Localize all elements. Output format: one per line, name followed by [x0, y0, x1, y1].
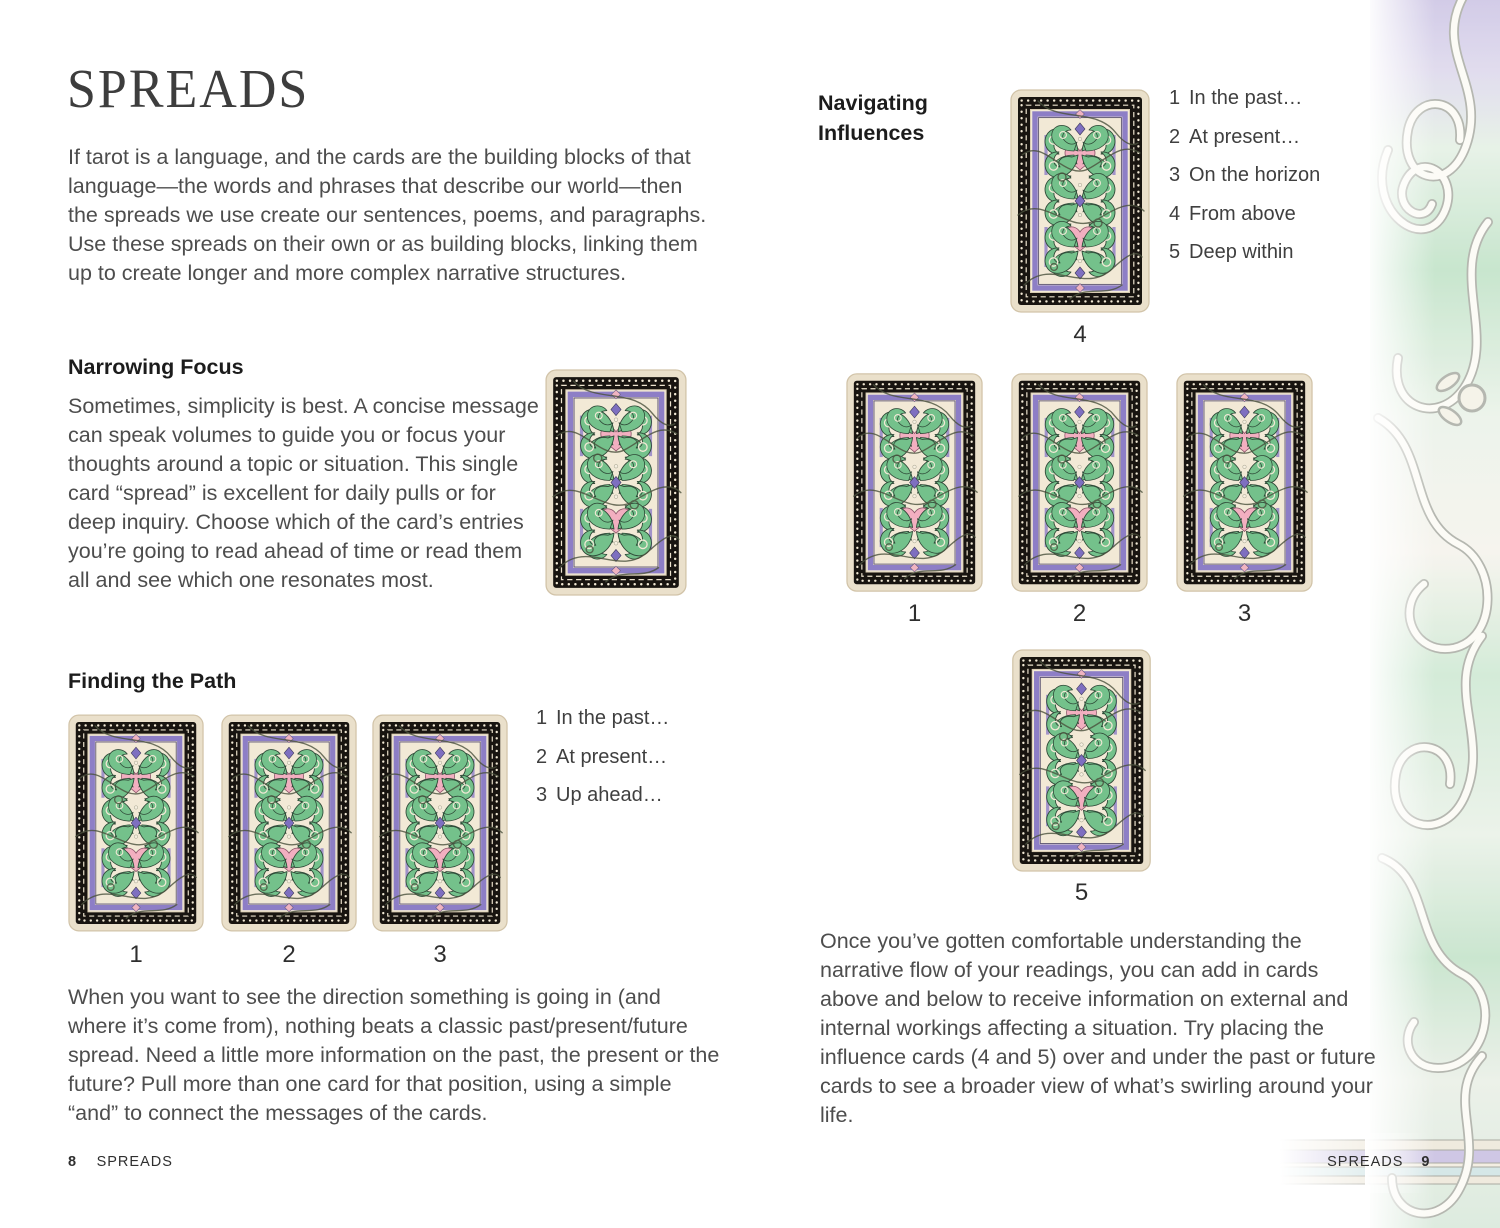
card-position-label: 1 — [907, 600, 922, 627]
card-position-label: 5 — [1074, 879, 1089, 906]
list-item-text: In the past… — [556, 707, 670, 729]
list-item — [536, 708, 669, 729]
page-number: 8 — [68, 1154, 77, 1170]
list-item-number: 4 — [1169, 202, 1181, 225]
tarot-card-back-position-1 — [846, 372, 983, 626]
section-heading-narrowing-focus: Narrowing Focus — [68, 355, 244, 379]
tarot-card-back-single — [545, 369, 687, 596]
list-item-text: At present… — [1189, 125, 1301, 148]
list-item-number: 5 — [1169, 241, 1181, 263]
list-item — [536, 747, 669, 768]
navigating-influences-position-list — [1169, 88, 1320, 281]
list-item — [1169, 204, 1320, 225]
section-heading-finding-the-path: Finding the Path — [68, 669, 237, 693]
chapter-title: SPREADS — [67, 59, 310, 120]
finding-the-path-position-list — [536, 708, 669, 824]
list-item — [536, 785, 669, 806]
card-position-label: 3 — [1237, 600, 1252, 627]
page-footer-right — [1327, 1154, 1430, 1170]
page-number: 9 — [1421, 1154, 1430, 1170]
list-item-text: Up ahead… — [556, 784, 663, 806]
list-item — [1169, 242, 1320, 263]
list-item-number: 1 — [536, 707, 548, 729]
list-item-number: 3 — [1169, 164, 1181, 186]
navigating-influences-paragraph: Once you’ve gotten comfortable understanding the narrative flow of your readings, you can add in cards above and below to receive information on external and internal workings affecting a situation. Try placing the influence cards (4 and 5) over and under the past or future cards to see a broader view of what’s swirling around your life. — [820, 929, 1376, 1127]
card-position-label: 1 — [129, 941, 143, 968]
card-position-label: 4 — [1073, 321, 1087, 348]
tarot-card-back-position-1 — [68, 712, 204, 967]
list-item — [1169, 88, 1320, 109]
intro-paragraph: If tarot is a language, and the cards are the building blocks of that language—the words and phrases that describe our world—then the spreads we use create our sentences, poems, and paragraphs. Use these spreads on their own or as building blocks, linking them up to create longer and more complex narrative structures. — [68, 145, 707, 285]
tarot-card-back-position-5 — [1011, 649, 1152, 905]
card-position-label: 2 — [1072, 600, 1087, 627]
section-heading-navigating-influences: Navigating Influences — [818, 91, 928, 145]
list-item-text: On the horizon — [1189, 164, 1321, 186]
tarot-card-back-position-4 — [1010, 88, 1150, 347]
finding-the-path-paragraph: When you want to see the direction something is going in (and where it’s come from), nothing beats a classic past/present/future spread. Need a little more information on the past, the present or the future? Pull more than one card for that position, using a simple “and” to connect the messages of the cards. — [68, 985, 720, 1125]
list-item — [1169, 165, 1320, 186]
tarot-card-back-position-3 — [372, 712, 508, 967]
card-position-label: 3 — [433, 941, 447, 968]
narrowing-focus-paragraph: Sometimes, simplicity is best. A concise message can speak volumes to guide you or focus your thoughts around a topic or situation. This single card “spread” is excellent for daily pulls or for deep inquiry. Choose which of the card’s entries you’re going to read ahead of time or read them all and see which one resonates most. — [68, 394, 539, 592]
list-item-text: At present… — [556, 745, 668, 768]
list-item — [1169, 127, 1320, 148]
chapter-name: SPREADS — [1327, 1154, 1404, 1170]
page-footer-left — [68, 1154, 173, 1170]
list-item-number: 2 — [536, 745, 548, 768]
tarot-card-back-position-2 — [221, 712, 357, 967]
list-item-text: Deep within — [1189, 241, 1294, 263]
tarot-card-back-position-2 — [1011, 372, 1148, 626]
list-item-text: From above — [1189, 202, 1296, 225]
list-item-number: 2 — [1169, 125, 1181, 148]
chapter-name: SPREADS — [96, 1154, 173, 1170]
list-item-number: 1 — [1169, 87, 1181, 109]
list-item-text: In the past… — [1189, 87, 1303, 109]
card-position-label: 2 — [282, 941, 296, 968]
list-item-number: 3 — [536, 784, 548, 806]
